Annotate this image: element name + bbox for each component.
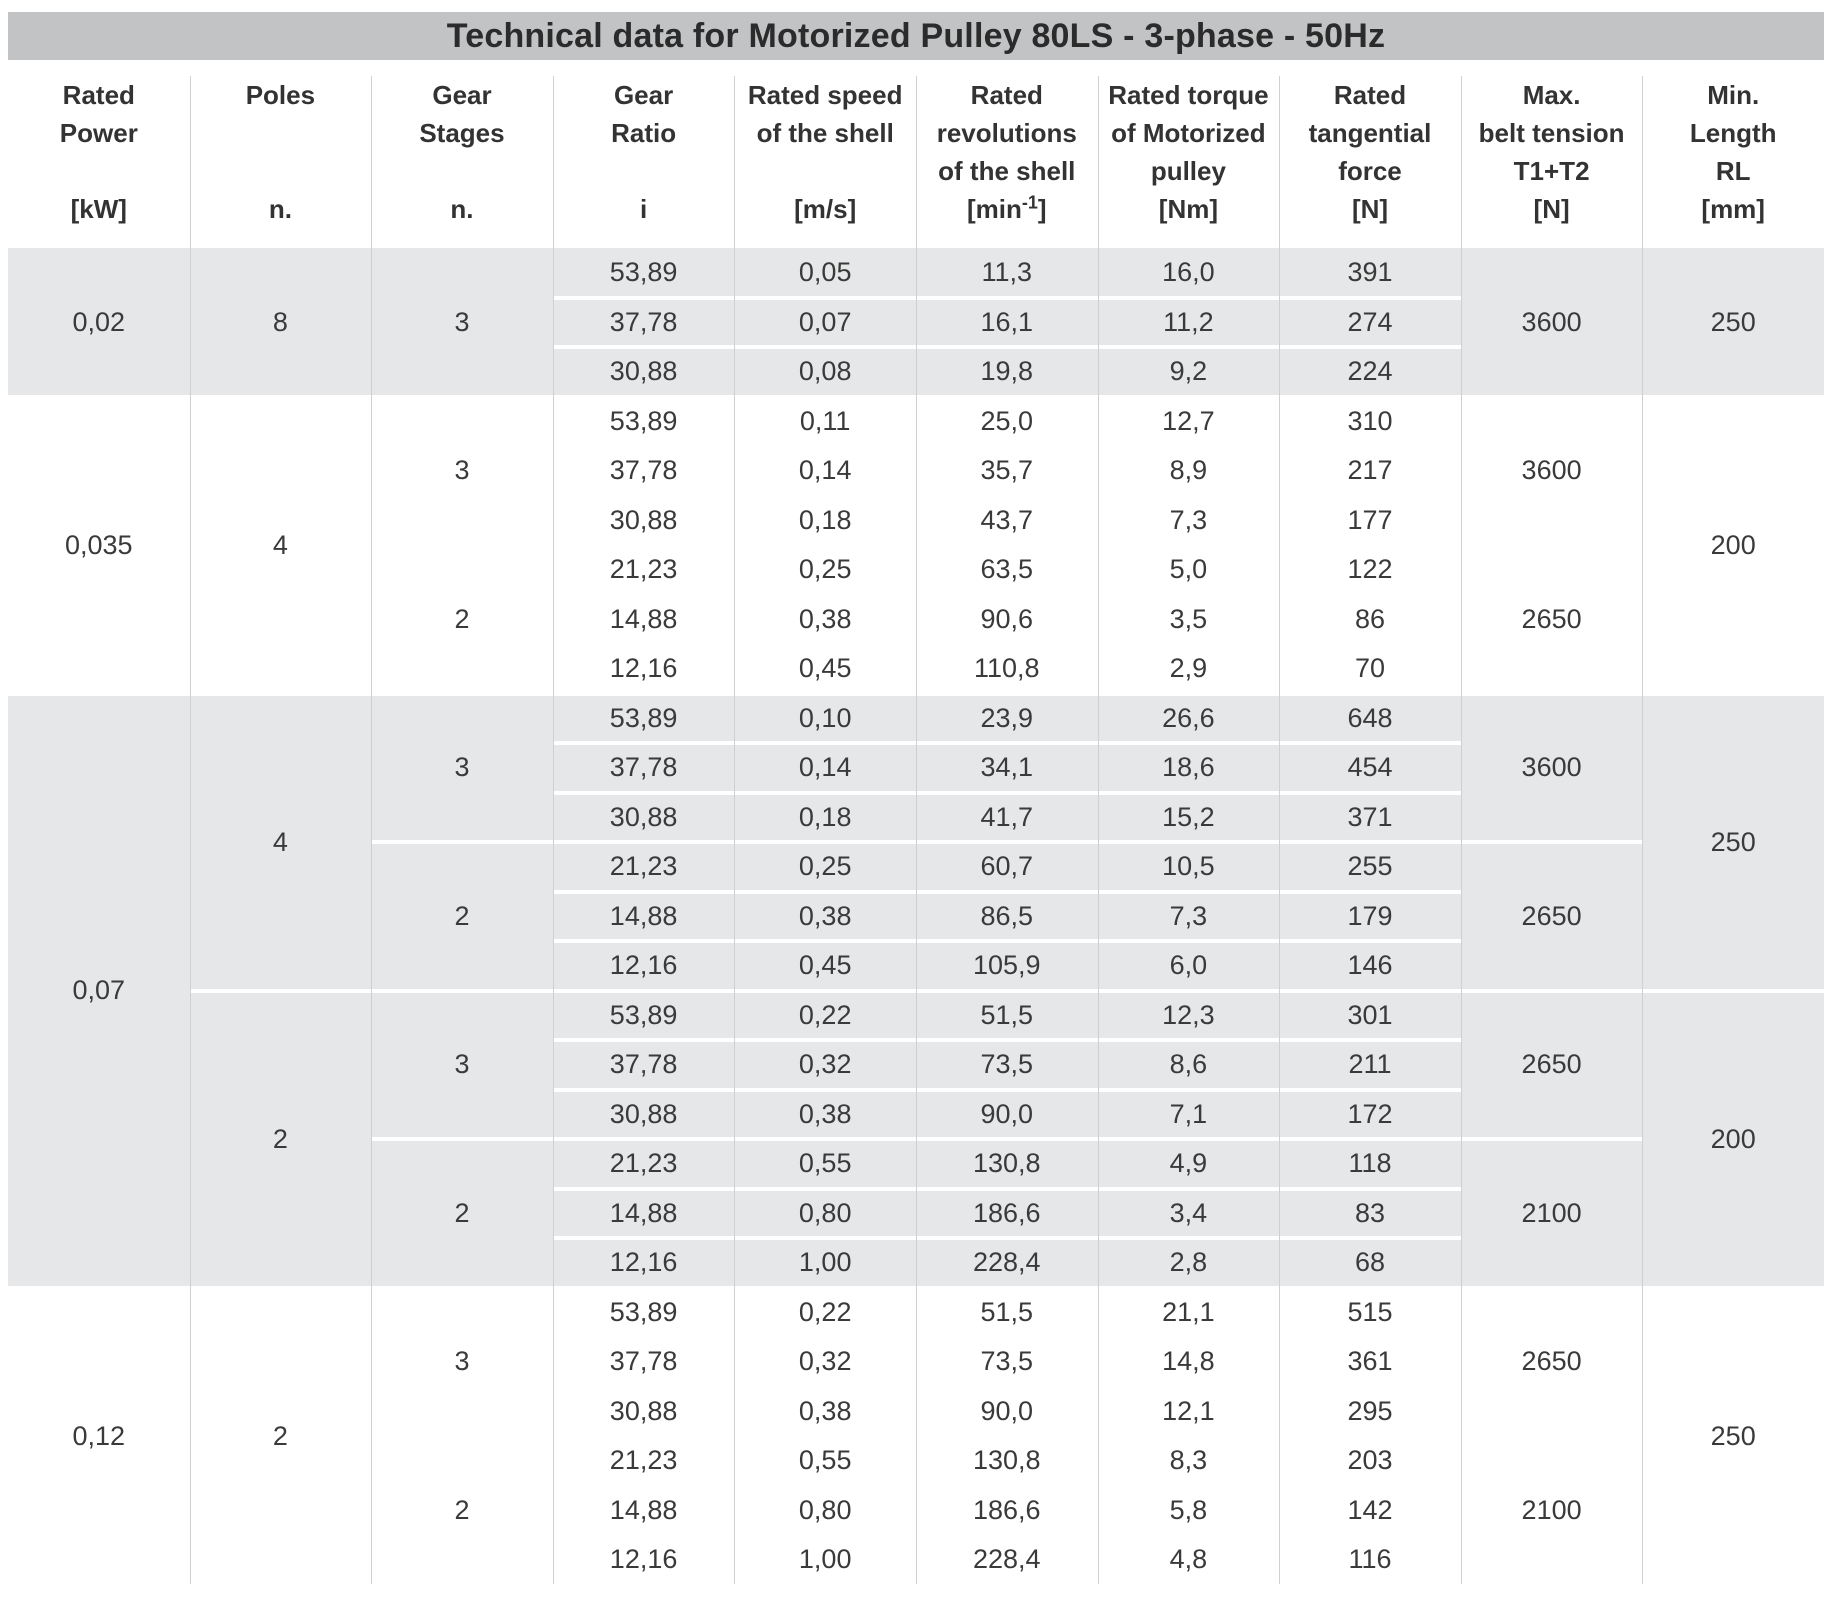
header-line: Rated xyxy=(62,80,135,110)
table-cell-rated-torque: 4,9 xyxy=(1169,1148,1208,1179)
table-cell-tangential-force: 361 xyxy=(1347,1346,1393,1377)
column-divider xyxy=(190,76,191,1584)
table-cell-rated-speed: 0,25 xyxy=(798,851,852,882)
table-cell-rated-revolutions: 41,7 xyxy=(980,801,1034,832)
header-line xyxy=(371,152,553,190)
table-cell-tangential-force: 118 xyxy=(1348,1148,1392,1179)
table-cell-tangential-force: 295 xyxy=(1347,1395,1393,1426)
table-cell-rated-torque: 6,0 xyxy=(1169,950,1208,981)
table-cell-rated-revolutions: 23,9 xyxy=(980,702,1034,733)
table-cell-gear-ratio: 37,78 xyxy=(609,455,678,486)
header-line: n. xyxy=(450,194,474,224)
gear-stages-cell: 3 xyxy=(454,1346,470,1377)
table-cell-rated-speed: 0,80 xyxy=(798,1197,852,1228)
poles-cell: 2 xyxy=(272,1123,288,1154)
row-separator xyxy=(190,989,1824,993)
table-cell-rated-speed: 0,38 xyxy=(798,603,852,634)
table-cell-gear-ratio: 53,89 xyxy=(609,257,678,288)
table-cell-tangential-force: 68 xyxy=(1354,1247,1385,1278)
data-sheet xyxy=(8,12,1824,1584)
column-divider xyxy=(1279,76,1280,1584)
row-separator xyxy=(553,444,1461,448)
table-cell-rated-torque: 26,6 xyxy=(1162,702,1215,733)
table-cell-rated-speed: 0,14 xyxy=(798,455,852,486)
table-cell-rated-revolutions: 90,6 xyxy=(980,603,1034,634)
header-line: Rated speed xyxy=(747,80,903,110)
table-cell-rated-revolutions: 63,5 xyxy=(980,554,1034,585)
header-line: of the shell xyxy=(938,156,1076,186)
belt-tension-cell: 2100 xyxy=(1521,1197,1582,1228)
table-cell-tangential-force: 211 xyxy=(1348,1049,1392,1080)
table-cell-gear-ratio: 37,78 xyxy=(609,1049,678,1080)
row-separator xyxy=(553,741,1461,745)
table-cell-rated-torque: 8,6 xyxy=(1169,1049,1208,1080)
table-cell-rated-torque: 7,3 xyxy=(1169,900,1208,931)
table-cell-rated-torque: 12,7 xyxy=(1162,405,1215,436)
table-cell-tangential-force: 142 xyxy=(1347,1494,1393,1525)
header-line: Stages xyxy=(419,118,505,148)
belt-tension-cell: 2650 xyxy=(1521,603,1582,634)
column-divider xyxy=(1098,76,1099,1584)
column-header-poles xyxy=(190,76,372,248)
row-separator xyxy=(553,296,1461,300)
row-separator xyxy=(553,1088,1461,1092)
table-cell-rated-speed: 0,08 xyxy=(798,356,852,387)
header-line: of the shell xyxy=(756,118,894,148)
table-cell-rated-revolutions: 130,8 xyxy=(973,1148,1041,1179)
row-separator xyxy=(553,791,1461,795)
min-length-cell: 200 xyxy=(1710,1123,1756,1154)
table-cell-rated-speed: 0,22 xyxy=(798,1296,852,1327)
row-separator xyxy=(553,1335,1461,1339)
table-cell-rated-speed: 0,18 xyxy=(798,801,852,832)
column-divider xyxy=(553,76,554,1584)
table-cell-rated-speed: 0,80 xyxy=(798,1494,852,1525)
belt-tension-cell: 3600 xyxy=(1521,455,1582,486)
table-cell-gear-ratio: 30,88 xyxy=(609,504,678,535)
table-cell-rated-torque: 4,8 xyxy=(1169,1544,1208,1575)
table-cell-rated-speed: 0,32 xyxy=(798,1049,852,1080)
header-line: n. xyxy=(268,194,292,224)
column-header-tangential-force xyxy=(1279,76,1461,248)
column-divider xyxy=(1461,76,1462,1584)
row-separator xyxy=(553,494,1461,498)
table-cell-rated-torque: 12,3 xyxy=(1162,999,1215,1030)
belt-tension-cell: 2650 xyxy=(1521,900,1582,931)
row-separator xyxy=(553,593,1461,597)
table-cell-rated-speed: 0,38 xyxy=(798,1395,852,1426)
header-line: [N] xyxy=(1351,194,1389,224)
table-cell-rated-revolutions: 51,5 xyxy=(980,1296,1034,1327)
column-header-gear-stages xyxy=(371,76,553,248)
header-line: $[\min^{-1}]$ xyxy=(967,192,1047,224)
header-line: Gear xyxy=(613,80,674,110)
header-line: Ratio xyxy=(611,118,677,148)
table-cell-rated-speed: 0,55 xyxy=(798,1148,852,1179)
table-cell-rated-revolutions: 60,7 xyxy=(980,851,1034,882)
header-line: Rated xyxy=(1333,80,1407,110)
header-line: [mm] xyxy=(1701,194,1765,224)
row-separator xyxy=(553,1385,1461,1389)
header-line xyxy=(8,152,190,190)
table-cell-gear-ratio: 21,23 xyxy=(609,1445,678,1476)
header-line: [Nm] xyxy=(1158,194,1218,224)
table-cell-tangential-force: 391 xyxy=(1347,257,1393,288)
table-cell-rated-torque: 15,2 xyxy=(1162,801,1215,832)
table-cell-rated-speed: 0,05 xyxy=(798,257,852,288)
table-cell-rated-torque: 9,2 xyxy=(1169,356,1208,387)
table-cell-gear-ratio: 14,88 xyxy=(609,900,678,931)
column-header-gear-ratio xyxy=(553,76,735,248)
table-cell-gear-ratio: 12,16 xyxy=(609,1544,678,1575)
table-cell-rated-speed: 0,55 xyxy=(798,1445,852,1476)
table-cell-tangential-force: 116 xyxy=(1348,1544,1392,1575)
table-cell-gear-ratio: 14,88 xyxy=(609,603,678,634)
header-line: Rated xyxy=(970,80,1043,110)
header-line: Rated torque xyxy=(1108,80,1269,110)
header-line: Gear xyxy=(432,80,492,110)
table-cell-rated-speed: 1,00 xyxy=(798,1544,852,1575)
table-cell-tangential-force: 648 xyxy=(1347,702,1393,733)
row-separator xyxy=(371,840,1642,844)
table-cell-rated-revolutions: 228,4 xyxy=(973,1544,1041,1575)
table-cell-tangential-force: 217 xyxy=(1347,455,1393,486)
table-cell-rated-torque: 8,3 xyxy=(1169,1445,1208,1476)
table-cell-gear-ratio: 12,16 xyxy=(609,653,678,684)
gear-stages-cell: 3 xyxy=(454,455,470,486)
row-separator xyxy=(371,1137,1642,1141)
table-cell-rated-torque: 12,1 xyxy=(1162,1395,1215,1426)
table-cell-rated-revolutions: 51,5 xyxy=(980,999,1034,1030)
table-cell-gear-ratio: 21,23 xyxy=(609,851,678,882)
table-cell-rated-torque: 11,2 xyxy=(1163,306,1214,337)
table-cell-rated-torque: 5,8 xyxy=(1169,1494,1208,1525)
table-cell-rated-speed: 0,11 xyxy=(799,405,851,436)
table-cell-rated-speed: 0,45 xyxy=(798,653,852,684)
table-cell-rated-revolutions: 43,7 xyxy=(980,504,1034,535)
table-cell-rated-revolutions: 105,9 xyxy=(973,950,1041,981)
table-cell-rated-torque: 10,5 xyxy=(1162,851,1215,882)
table-cell-rated-speed: 0,14 xyxy=(798,752,852,783)
table-cell-tangential-force: 310 xyxy=(1347,405,1393,436)
table-cell-rated-speed: 0,18 xyxy=(798,504,852,535)
table-cell-gear-ratio: 30,88 xyxy=(609,801,678,832)
header-line: Max. xyxy=(1522,80,1581,110)
header-line: T1+T2 xyxy=(1513,156,1590,186)
table-cell-rated-revolutions: 110,8 xyxy=(974,653,1040,684)
column-divider xyxy=(1642,76,1643,1584)
row-separator xyxy=(553,939,1461,943)
row-separator xyxy=(553,1533,1461,1537)
header-line: i xyxy=(639,194,648,224)
rated-power-cell: 0,02 xyxy=(72,306,126,337)
gear-stages-cell: 3 xyxy=(454,306,470,337)
header-line xyxy=(190,114,372,152)
table-cell-rated-speed: 0,32 xyxy=(798,1346,852,1377)
row-separator xyxy=(553,1038,1461,1042)
column-header-rated-revolutions xyxy=(916,76,1098,248)
table-cell-rated-revolutions: 228,4 xyxy=(973,1247,1041,1278)
table-cell-rated-torque: 18,6 xyxy=(1162,752,1215,783)
header-line: belt tension xyxy=(1478,118,1625,148)
table-cell-rated-revolutions: 130,8 xyxy=(973,1445,1041,1476)
table-cell-rated-revolutions: 11,3 xyxy=(981,257,1033,288)
header-line: tangential xyxy=(1308,118,1432,148)
table-cell-rated-speed: 0,22 xyxy=(798,999,852,1030)
row-separator xyxy=(371,543,1642,547)
row-separator xyxy=(553,890,1461,894)
poles-cell: 4 xyxy=(272,529,288,560)
table-cell-gear-ratio: 37,78 xyxy=(609,752,678,783)
min-length-cell: 200 xyxy=(1710,529,1756,560)
header-line: Min. xyxy=(1707,80,1760,110)
table-cell-rated-revolutions: 186,6 xyxy=(973,1197,1041,1228)
poles-cell: 2 xyxy=(272,1420,288,1451)
table-cell-tangential-force: 224 xyxy=(1347,356,1393,387)
table-cell-rated-torque: 14,8 xyxy=(1162,1346,1215,1377)
table-cell-gear-ratio: 37,78 xyxy=(609,1346,678,1377)
table-cell-tangential-force: 371 xyxy=(1347,801,1393,832)
table-cell-tangential-force: 203 xyxy=(1347,1445,1393,1476)
row-separator xyxy=(553,1484,1461,1488)
header-line: Power xyxy=(59,118,138,148)
table-cell-rated-torque: 21,1 xyxy=(1162,1296,1215,1327)
table-cell-gear-ratio: 53,89 xyxy=(609,1296,678,1327)
gear-stages-cell: 2 xyxy=(454,603,470,634)
rated-power-cell: 0,035 xyxy=(65,529,133,560)
table-cell-gear-ratio: 37,78 xyxy=(609,306,678,337)
column-header-rated-torque xyxy=(1098,76,1280,248)
table-cell-rated-revolutions: 19,8 xyxy=(980,356,1034,387)
table-cell-rated-revolutions: 16,1 xyxy=(980,306,1034,337)
table-cell-rated-speed: 0,25 xyxy=(798,554,852,585)
row-separator xyxy=(553,345,1461,349)
poles-cell: 8 xyxy=(272,306,288,337)
column-divider xyxy=(371,76,372,1584)
table-cell-rated-revolutions: 90,0 xyxy=(980,1395,1034,1426)
table-cell-tangential-force: 177 xyxy=(1347,504,1393,535)
column-header-rated-power xyxy=(8,76,190,248)
table-cell-rated-speed: 0,10 xyxy=(798,702,852,733)
header-line xyxy=(553,152,735,190)
row-separator xyxy=(553,1187,1461,1191)
row-separator xyxy=(553,642,1461,646)
table-cell-gear-ratio: 21,23 xyxy=(609,1148,678,1179)
gear-stages-cell: 3 xyxy=(454,752,470,783)
table-cell-rated-speed: 0,38 xyxy=(798,1098,852,1129)
header-line: Poles xyxy=(245,80,316,110)
table-cell-gear-ratio: 21,23 xyxy=(609,554,678,585)
belt-tension-cell: 2650 xyxy=(1521,1346,1582,1377)
table-cell-gear-ratio: 53,89 xyxy=(609,999,678,1030)
column-divider xyxy=(916,76,917,1584)
table-cell-gear-ratio: 30,88 xyxy=(609,356,678,387)
table-cell-tangential-force: 122 xyxy=(1347,554,1393,585)
table-cell-tangential-force: 179 xyxy=(1347,900,1393,931)
table-cell-rated-revolutions: 73,5 xyxy=(980,1049,1034,1080)
table-cell-rated-torque: 7,3 xyxy=(1169,504,1208,535)
table-cell-rated-torque: 2,9 xyxy=(1169,653,1208,684)
table-cell-gear-ratio: 53,89 xyxy=(609,405,678,436)
table-cell-rated-revolutions: 90,0 xyxy=(980,1098,1034,1129)
table-cell-rated-torque: 16,0 xyxy=(1162,257,1215,288)
column-header-min-length xyxy=(1642,76,1824,248)
column-header-max-belt-tension xyxy=(1461,76,1643,248)
table-cell-rated-speed: 1,00 xyxy=(798,1247,852,1278)
header-line: of Motorized xyxy=(1111,118,1266,148)
table-cell-tangential-force: 255 xyxy=(1347,851,1393,882)
table-cell-gear-ratio: 12,16 xyxy=(609,1247,678,1278)
header-line xyxy=(190,152,372,190)
table-cell-gear-ratio: 14,88 xyxy=(609,1197,678,1228)
table-cell-tangential-force: 86 xyxy=(1354,603,1385,634)
belt-tension-cell: 3600 xyxy=(1521,306,1582,337)
table-cell-rated-revolutions: 35,7 xyxy=(980,455,1034,486)
belt-tension-cell: 2100 xyxy=(1521,1494,1582,1525)
belt-tension-cell: 3600 xyxy=(1521,752,1582,783)
table-cell-tangential-force: 274 xyxy=(1347,306,1393,337)
table-cell-gear-ratio: 12,16 xyxy=(609,950,678,981)
gear-stages-cell: 2 xyxy=(454,900,470,931)
table-cell-gear-ratio: 30,88 xyxy=(609,1395,678,1426)
table-cell-tangential-force: 146 xyxy=(1347,950,1393,981)
table-cell-tangential-force: 454 xyxy=(1347,752,1393,783)
header-line: RL xyxy=(1715,156,1751,186)
row-separator xyxy=(553,1236,1461,1240)
table-cell-tangential-force: 70 xyxy=(1354,653,1385,684)
min-length-cell: 250 xyxy=(1710,306,1756,337)
poles-cell: 4 xyxy=(272,826,288,857)
table-cell-rated-revolutions: 34,1 xyxy=(980,752,1034,783)
table-cell-gear-ratio: 53,89 xyxy=(609,702,678,733)
column-header-rated-speed xyxy=(734,76,916,248)
min-length-cell: 250 xyxy=(1710,826,1756,857)
table-cell-tangential-force: 83 xyxy=(1354,1197,1385,1228)
row-separator xyxy=(371,1434,1642,1438)
header-line: pulley xyxy=(1150,156,1226,186)
header-line: [N] xyxy=(1533,194,1570,224)
table-cell-rated-speed: 0,07 xyxy=(798,306,852,337)
gear-stages-cell: 2 xyxy=(454,1494,470,1525)
table-cell-gear-ratio: 14,88 xyxy=(609,1494,678,1525)
table-cell-rated-revolutions: 73,5 xyxy=(980,1346,1034,1377)
table-cell-rated-speed: 0,38 xyxy=(798,900,852,931)
table-cell-rated-torque: 3,5 xyxy=(1169,603,1208,634)
rated-power-cell: 0,07 xyxy=(72,975,126,1005)
table-cell-rated-torque: 2,8 xyxy=(1169,1247,1208,1278)
belt-tension-cell: 2650 xyxy=(1521,1049,1582,1080)
table-cell-tangential-force: 515 xyxy=(1347,1296,1393,1327)
rated-power-cell: 0,12 xyxy=(72,1420,126,1451)
table-cell-rated-revolutions: 25,0 xyxy=(980,405,1034,436)
table-cell-rated-revolutions: 86,5 xyxy=(980,900,1034,931)
header-line: [kW] xyxy=(70,194,127,224)
min-length-cell: 250 xyxy=(1710,1420,1756,1451)
table-title: Technical data for Motorized Pulley 80LS - 3-phase - 50Hz xyxy=(8,12,1824,60)
header-line xyxy=(734,152,916,190)
header-line: revolutions xyxy=(936,118,1077,148)
table-cell-tangential-force: 301 xyxy=(1347,999,1393,1030)
gear-stages-cell: 3 xyxy=(454,1049,470,1080)
table-cell-rated-revolutions: 186,6 xyxy=(973,1494,1041,1525)
table-cell-gear-ratio: 30,88 xyxy=(609,1098,678,1129)
gear-stages-cell: 2 xyxy=(454,1197,470,1228)
table-cell-rated-torque: 3,4 xyxy=(1169,1197,1208,1228)
header-line: [m/s] xyxy=(794,194,857,224)
column-divider xyxy=(734,76,735,1584)
table-cell-tangential-force: 172 xyxy=(1347,1098,1393,1129)
table-cell-rated-speed: 0,45 xyxy=(798,950,852,981)
table-cell-rated-torque: 5,0 xyxy=(1169,554,1208,585)
table-cell-rated-torque: 8,9 xyxy=(1169,455,1208,486)
header-line: force xyxy=(1338,156,1402,186)
header-line: Length xyxy=(1689,118,1777,148)
table-cell-rated-torque: 7,1 xyxy=(1169,1098,1208,1129)
